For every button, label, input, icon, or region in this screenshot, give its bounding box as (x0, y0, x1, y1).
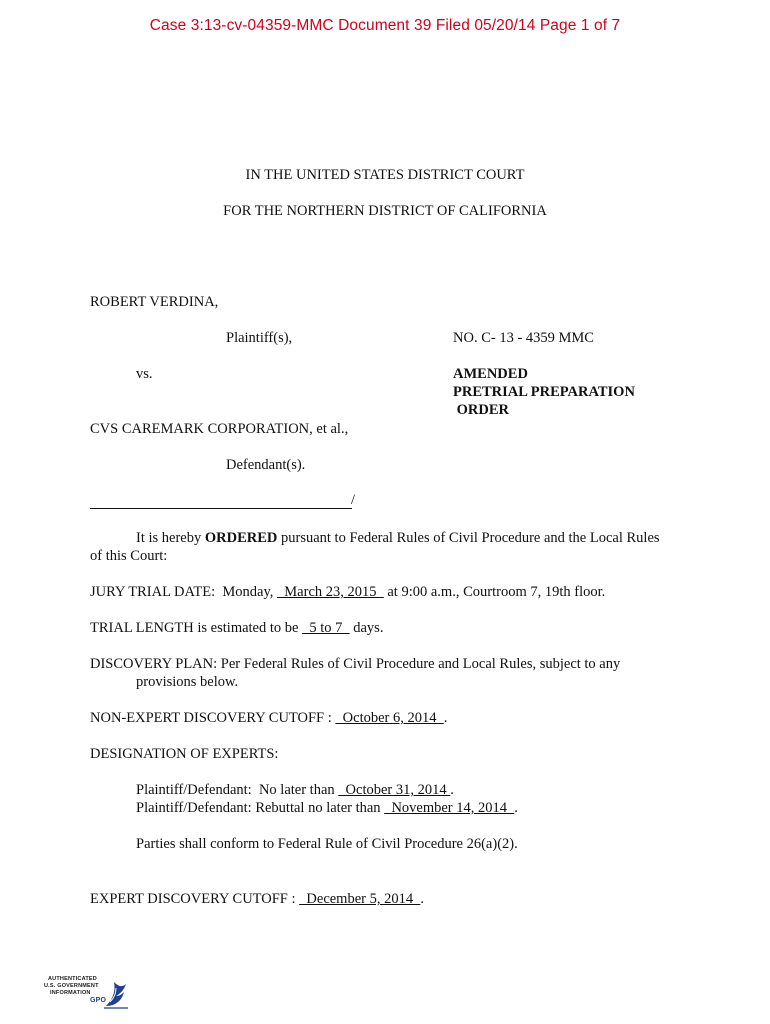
jury-trial-date: March 23, 2015 (277, 584, 384, 600)
jury-trial-label: JURY TRIAL DATE: Monday, (90, 584, 278, 600)
logo-line3: INFORMATION (50, 990, 91, 996)
intro-paragraph (90, 529, 670, 565)
designation-line2-label: Plaintiff/Defendant: Rebuttal no later than (136, 800, 385, 816)
designation-heading: DESIGNATION OF EXPERTS: (90, 746, 279, 762)
plaintiff-role: Plaintiff(s), (226, 330, 293, 346)
trial-length-label: TRIAL LENGTH is estimated to be (90, 620, 303, 636)
designation-conform: Parties shall conform to Federal Rule of Civil Procedure 26(a)(2). (136, 836, 518, 852)
discovery-plan-line2: provisions below. (136, 674, 239, 690)
order-title-line2: PRETRIAL PREPARATION (453, 384, 635, 400)
expert-cutoff-date: December 5, 2014 (299, 891, 421, 907)
intro-post: pursuant to Federal Rules of Civil Procedure and the Local Rules of this Court: (90, 530, 660, 564)
court-district: FOR THE NORTHERN DISTRICT OF CALIFORNIA (223, 203, 547, 219)
trial-length-line (90, 620, 383, 637)
expert-cutoff-rest: . (420, 891, 424, 907)
order-title-line1: AMENDED (453, 366, 528, 382)
jury-trial-rest: at 9:00 a.m., Courtroom 7, 19th floor. (383, 584, 606, 600)
plaintiff-name: ROBERT VERDINA, (90, 294, 219, 310)
case-number: NO. C- 13 - 4359 MMC (453, 330, 594, 346)
non-expert-cutoff-rest: . (443, 710, 448, 726)
intro-pre: It is hereby (136, 530, 205, 546)
designation-line1 (136, 782, 454, 799)
designation-line1-date: October 31, 2014 (338, 782, 451, 798)
expert-cutoff-line (90, 891, 424, 908)
intro-ordered: ORDERED (204, 530, 278, 546)
trial-length-rest: days. (349, 620, 384, 636)
logo-line4: GPO (90, 997, 107, 1004)
caption-rule (90, 508, 352, 509)
order-title-line3: ORDER (453, 402, 509, 418)
designation-line2 (136, 800, 518, 817)
non-expert-cutoff-line (90, 710, 447, 727)
versus: vs. (136, 366, 153, 382)
caption-slash: / (351, 492, 356, 508)
court-name: IN THE UNITED STATES DISTRICT COURT (245, 167, 525, 183)
jury-trial-line (90, 584, 605, 601)
designation-line2-rest: . (514, 800, 518, 816)
non-expert-cutoff-label: NON-EXPERT DISCOVERY CUTOFF : (90, 710, 336, 726)
defendant-name: CVS CAREMARK CORPORATION, et al., (90, 421, 349, 437)
defendant-role: Defendant(s). (226, 457, 306, 473)
logo-line1: AUTHENTICATED (48, 976, 97, 982)
designation-line2-date: November 14, 2014 (384, 800, 515, 816)
designation-line1-label: Plaintiff/Defendant: No later than (136, 782, 339, 798)
non-expert-cutoff-date: October 6, 2014 (335, 710, 444, 726)
gpo-authentication-logo (40, 970, 132, 1018)
case-header-stamp: Case 3:13-cv-04359-MMC Document 39 Filed 05/20/14 Page 1 of 7 (149, 17, 621, 34)
expert-cutoff-label: EXPERT DISCOVERY CUTOFF : (90, 891, 300, 907)
logo-line2: U.S. GOVERNMENT (44, 983, 99, 989)
designation-line1-rest: . (450, 782, 454, 798)
discovery-plan-line1: DISCOVERY PLAN: Per Federal Rules of Civil Procedure and Local Rules, subject to any (90, 656, 621, 672)
eagle-icon (102, 972, 130, 1012)
trial-length-value: 5 to 7 (302, 620, 350, 636)
